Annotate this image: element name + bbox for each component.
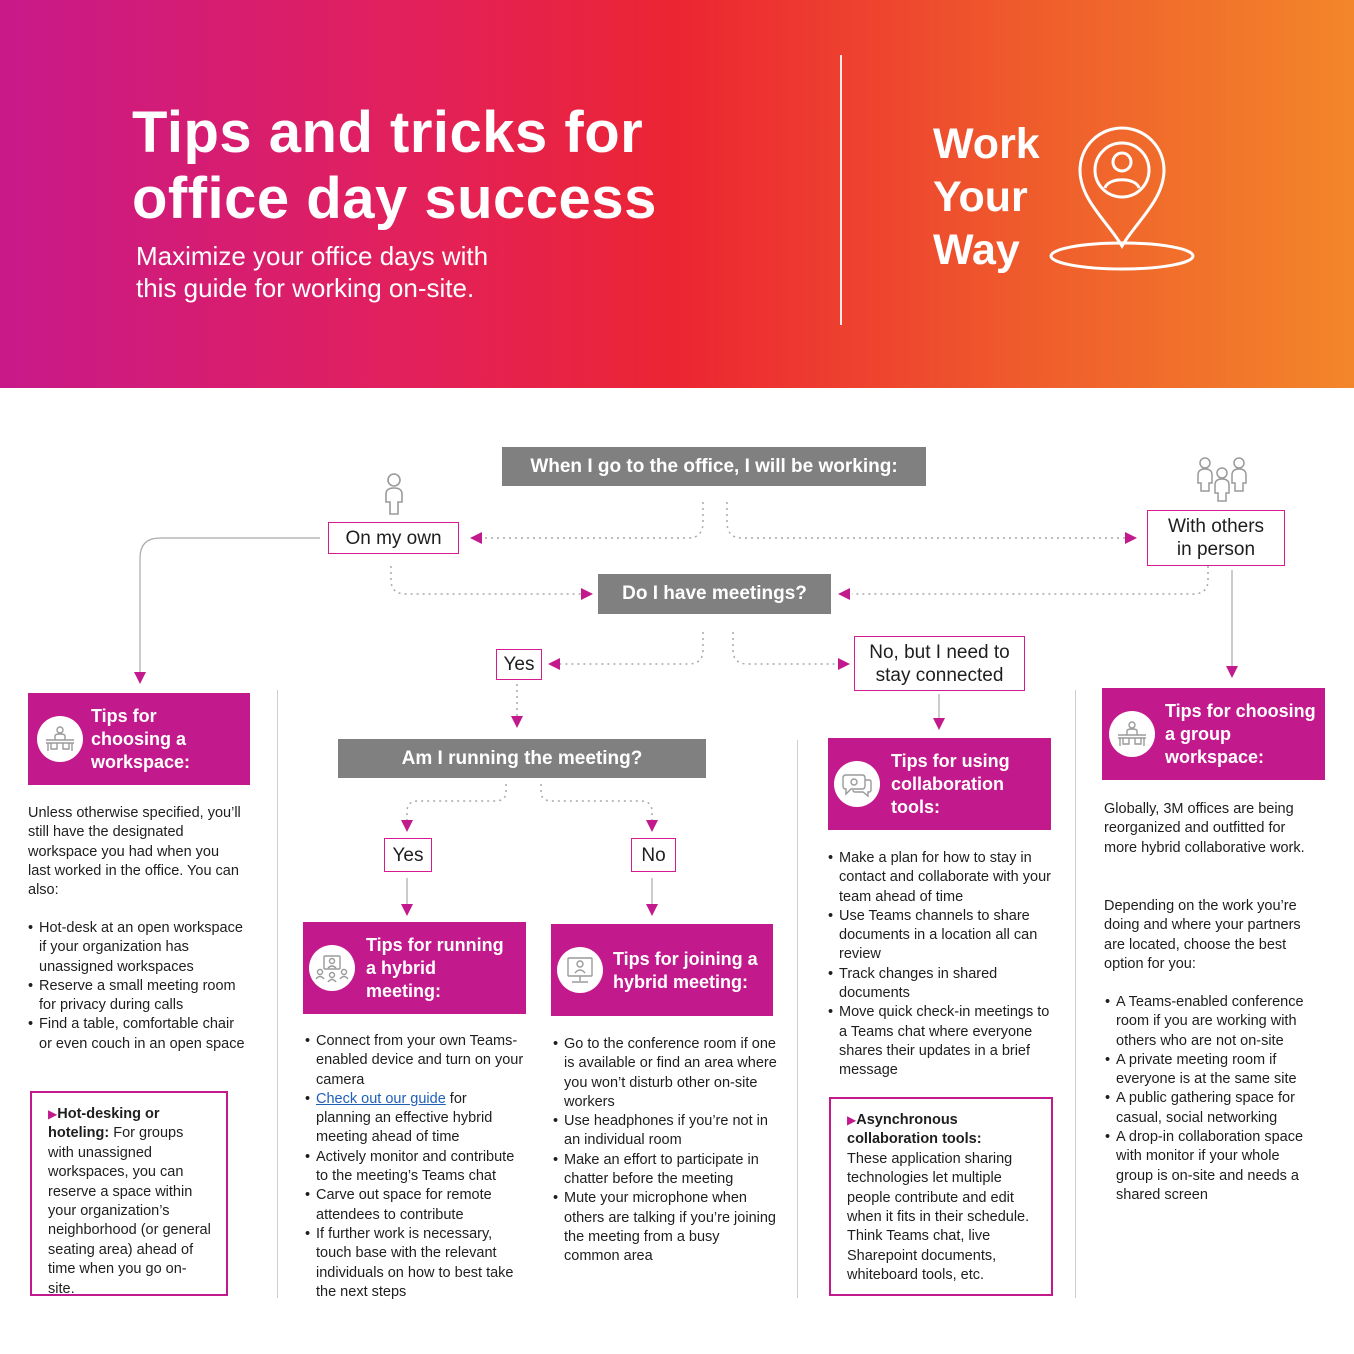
group-workspace-tips-header: Tips for choosing a group workspace:	[1102, 688, 1325, 780]
desk-icon	[1109, 711, 1155, 757]
list-item: • Go to the conference room if one is available or find an area where you won’t disturb other on-site workers	[553, 1035, 778, 1112]
workspace-bullets	[28, 919, 248, 1054]
option-no-line1: No, but I need to	[869, 641, 1010, 663]
question-meetings	[598, 574, 831, 614]
question-running-meeting-text: Am I running the meeting?	[401, 747, 643, 769]
single-person-icon	[381, 472, 407, 516]
list-item: • Actively monitor and contribute to the meeting’s Teams chat	[305, 1148, 525, 1187]
video-meeting-icon	[309, 945, 355, 991]
option-yes-running-label: Yes	[392, 844, 424, 866]
option-yes-meetings-label: Yes	[503, 654, 535, 675]
page-title: Tips and tricks for office day success	[132, 100, 657, 231]
list-item: • Make a plan for how to stay in contact and collaborate with your team ahead of time	[828, 849, 1056, 907]
list-item: • Find a table, comfortable chair or even couch in an open space	[28, 1015, 248, 1054]
group-people-icon	[1196, 455, 1248, 503]
list-item: • A Teams-enabled conference room if you are working with others who are not on-site	[1105, 993, 1315, 1051]
location-pin-person-icon	[1048, 122, 1198, 274]
group-guidance: Depending on the work you’re doing and where your partners are located, choose the best option for you:	[1104, 898, 1301, 972]
list-item: • Use Teams channels to share documents in a location all can review	[828, 907, 1056, 965]
triangle-marker-icon: ▶	[48, 1107, 58, 1121]
workspace-intro: Unless otherwise specified, you’ll still have the designated workspace you had when you last worked in the office. You can also:	[28, 805, 241, 899]
group-bullets	[1105, 993, 1315, 1205]
question-running-meeting	[338, 739, 706, 778]
desk-icon	[37, 716, 83, 762]
collaboration-bullets	[828, 849, 1056, 1081]
list-item: • A public gathering space for casual, social networking	[1105, 1089, 1315, 1128]
question-working-mode	[502, 447, 926, 486]
question-working-mode-text: When I go to the office, I will be working:	[530, 455, 898, 477]
list-item: • Connect from your own Teams-enabled device and turn on your camera	[305, 1032, 525, 1090]
option-no-running[interactable]	[631, 838, 676, 872]
running-meeting-bullets	[305, 1032, 525, 1302]
header-divider	[840, 55, 842, 325]
callout-text: For groups with unassigned workspaces, you can reserve a space within your organization’s neighborhood (or general seating area) ahead of time when you go on-site.	[48, 1125, 211, 1297]
callout-heading: Asynchronous collaboration tools:	[847, 1112, 982, 1148]
hot-desking-callout	[30, 1091, 228, 1296]
joining-meeting-bullets	[553, 1035, 778, 1267]
option-yes-running[interactable]	[384, 838, 432, 872]
list-item	[305, 1090, 525, 1148]
list-item: • Use headphones if you’re not in an individual room	[553, 1112, 778, 1151]
option-with-others-line2: in person	[1176, 539, 1256, 560]
check-out-guide-link[interactable]: Check out our guide	[316, 1090, 446, 1107]
list-item: • A private meeting room if everyone is at the same site	[1105, 1051, 1315, 1090]
list-item: • Carve out space for remote attendees to contribute	[305, 1186, 525, 1225]
column-divider	[797, 740, 798, 1298]
collaboration-tips-header: Tips for using collaboration tools:	[828, 738, 1051, 830]
list-item: • Hot-desk at an open workspace if your organization has unassigned workspaces	[28, 919, 248, 977]
column-divider	[277, 690, 278, 1298]
option-with-others[interactable]	[1147, 510, 1285, 566]
chat-bubbles-icon	[834, 761, 880, 807]
list-item: • A drop-in collaboration space with monitor if your whole group is on-site and needs a shared screen	[1105, 1128, 1315, 1205]
list-item-text: for planning an effective hybrid meeting ahead of time	[316, 1090, 493, 1146]
brand-logo: Work Your Way	[933, 120, 1040, 274]
running-meeting-tips-header: Tips for running a hybrid meeting:	[303, 922, 526, 1014]
callout-text: These application sharing technologies let multiple people contribute and edit when it fits in their schedule. Think Teams chat, live Sharepoint documents, whiteboard tools, etc.	[847, 1150, 1030, 1284]
list-item: • Track changes in shared documents	[828, 965, 1056, 1004]
column-divider	[1075, 690, 1076, 1298]
list-item: • Mute your microphone when others are talking if you’re joining the meeting from a busy common area	[553, 1189, 778, 1266]
header-banner	[0, 0, 1354, 388]
list-item: • Move quick check-in meetings to a Teams chat where everyone shares their updates in a brief message	[828, 1003, 1056, 1080]
option-no-line2: stay connected	[875, 664, 1004, 686]
triangle-marker-icon: ▶	[847, 1113, 857, 1127]
option-yes-meetings[interactable]	[496, 649, 542, 680]
group-intro: Globally, 3M offices are being reorganized and outfitted for more hybrid collaborative work.	[1104, 801, 1305, 856]
async-tools-callout	[829, 1097, 1053, 1296]
callout-heading: Hot-desking or hoteling:	[48, 1106, 160, 1142]
list-item: • Make an effort to participate in chatter before the meeting	[553, 1151, 778, 1190]
monitor-presenter-icon	[557, 947, 603, 993]
option-on-my-own-label: On my own	[345, 527, 442, 549]
workspace-tips-header: Tips for choosing a workspace:	[28, 693, 250, 785]
option-no-stay-connected[interactable]	[854, 636, 1025, 691]
joining-meeting-tips-header: Tips for joining a hybrid meeting:	[551, 924, 773, 1016]
option-no-running-label: No	[641, 844, 666, 866]
option-on-my-own[interactable]	[328, 522, 459, 554]
question-meetings-text: Do I have meetings?	[622, 583, 807, 604]
option-with-others-line1: With others	[1167, 516, 1265, 537]
list-item: • Reserve a small meeting room for privacy during calls	[28, 977, 248, 1016]
page-subtitle: Maximize your office days with this guide for working on-site.	[136, 241, 489, 303]
list-item: • If further work is necessary, touch base with the relevant individuals on how to best take the next steps	[305, 1225, 525, 1302]
